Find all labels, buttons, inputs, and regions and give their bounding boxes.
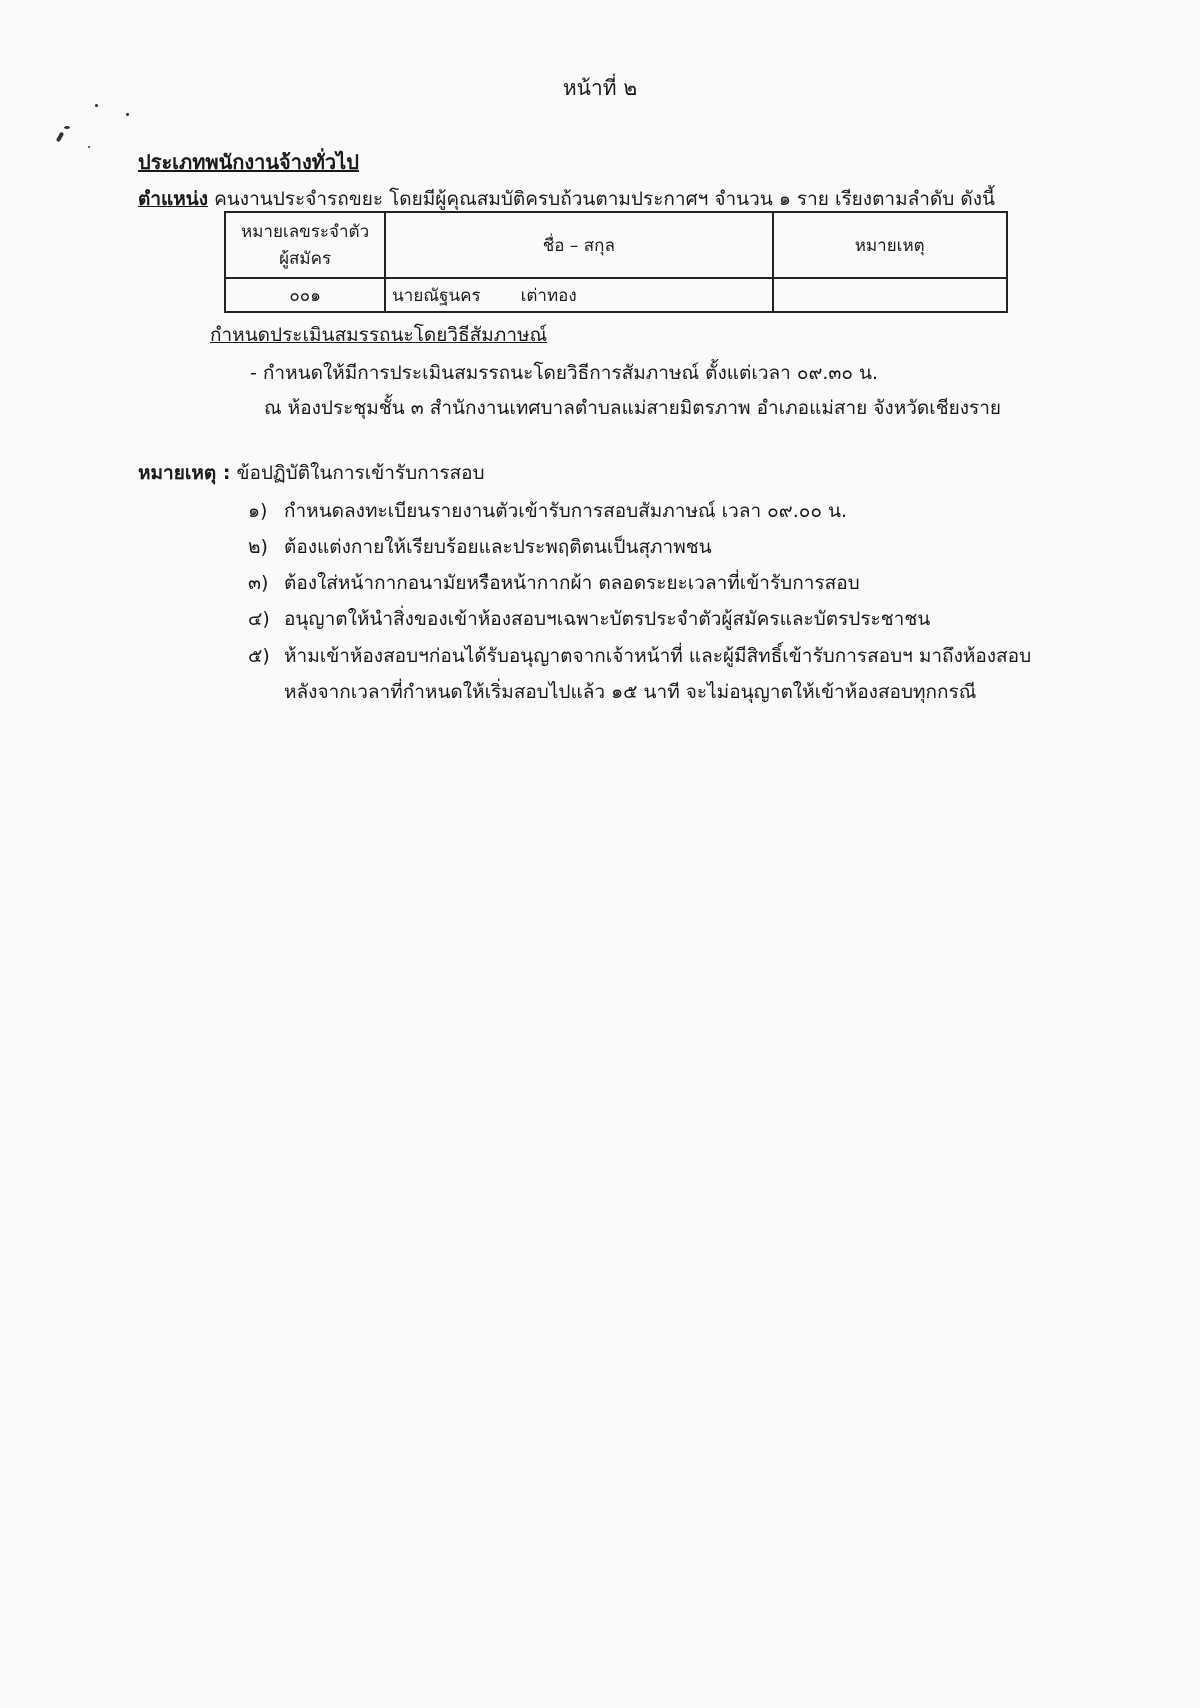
rule-text: ต้องแต่งกายให้เรียบร้อยและประพฤติตนเป็นสุภาพชน — [284, 536, 712, 558]
last-name: เต่าทอง — [520, 285, 577, 306]
category-heading: ประเภทพนักงานจ้างทั่วไป — [138, 150, 359, 174]
rule-number: ๒) — [248, 536, 268, 558]
header-note: หมายเหตุ — [773, 212, 1008, 278]
rule-number: ๕) — [248, 645, 270, 667]
rule-item — [248, 496, 847, 526]
rule-number: ๔) — [248, 608, 270, 630]
assessment-location-line: ณ ห้องประชุมชั้น ๓ สำนักงานเทศบาลตำบลแม่สายมิตรภาพ อำเภอแม่สาย จังหวัดเชียงราย — [264, 397, 1002, 419]
rule-item-continuation: หลังจากเวลาที่กำหนดให้เริ่มสอบไปแล้ว ๑๕ นาที จะไม่อนุญาตให้เข้าห้องสอบทุกกรณี — [284, 681, 977, 703]
page-number: หน้าที่ ๒ — [562, 76, 638, 100]
position-text: คนงานประจำรถขยะ โดยมีผู้คุณสมบัติครบถ้วนตามประกาศฯ จำนวน ๑ ราย เรียงตามลำดับ ดังนี้ — [214, 188, 995, 210]
scan-speck — [126, 113, 129, 116]
scan-speck — [88, 146, 90, 148]
table-header-row — [225, 212, 1007, 278]
rule-item — [248, 604, 930, 634]
rule-item — [248, 532, 712, 562]
remarks-label: หมายเหตุ : — [138, 462, 231, 484]
position-label: ตำแหน่ง — [138, 188, 209, 210]
rule-text: อนุญาตให้นำสิ่งของเข้าห้องสอบฯเฉพาะบัตรประจำตัวผู้สมัครและบัตรประชาชน — [284, 608, 931, 630]
position-line — [138, 184, 995, 214]
first-name: นายณัฐนคร — [392, 285, 481, 306]
rule-text: ห้ามเข้าห้องสอบฯก่อนได้รับอนุญาตจากเจ้าหน้าที่ และผู้มีสิทธิ์เข้ารับการสอบฯ มาถึงห้องสอบ — [284, 645, 1032, 667]
rule-number: ๑) — [248, 500, 268, 522]
assessment-title: กำหนดประเมินสมรรถนะโดยวิธีสัมภาษณ์ — [210, 324, 548, 346]
assessment-time-line: - กำหนดให้มีการประเมินสมรรถนะโดยวิธีการสัมภาษณ์ ตั้งแต่เวลา ๐๙.๓๐ น. — [250, 362, 879, 384]
header-full-name: ชื่อ – สกุล — [385, 212, 772, 278]
remarks-heading — [138, 458, 485, 488]
remarks-title: ข้อปฏิบัติในการเข้ารับการสอบ — [236, 462, 485, 484]
header-applicant-id: หมายเลขระจำตัว ผู้สมัคร — [225, 212, 385, 278]
rule-text: ต้องใส่หน้ากากอนามัยหรือหน้ากากผ้า ตลอดระยะเวลาที่เข้ารับการสอบ — [284, 572, 860, 594]
applicants-table — [224, 211, 1008, 313]
scan-speck — [56, 132, 64, 143]
cell-full-name — [385, 278, 772, 312]
rule-item — [248, 568, 860, 598]
cell-note — [773, 278, 1008, 312]
table-row — [225, 278, 1007, 312]
rule-item — [248, 641, 1031, 671]
scan-speck — [64, 126, 70, 129]
cell-applicant-id: ๐๐๑ — [225, 278, 385, 312]
rule-text: กำหนดลงทะเบียนรายงานตัวเข้ารับการสอบสัมภาษณ์ เวลา ๐๙.๐๐ น. — [284, 500, 847, 522]
rule-number: ๓) — [248, 572, 269, 594]
